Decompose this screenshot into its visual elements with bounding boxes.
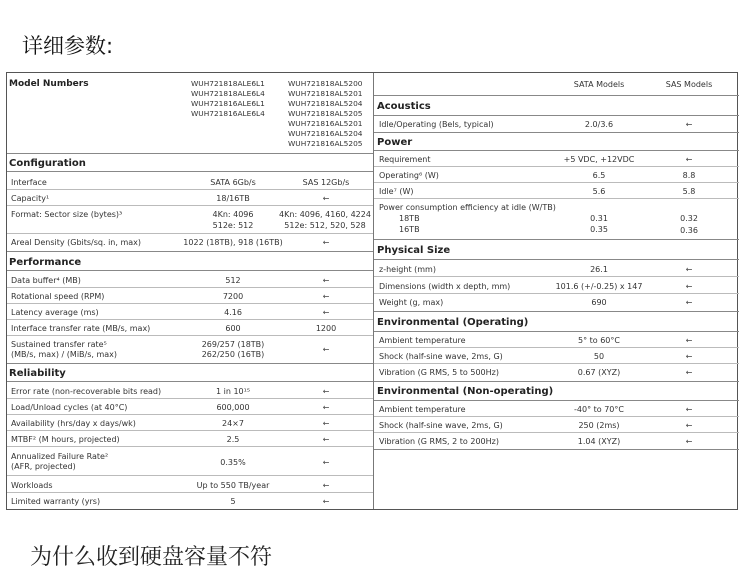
section-rule — [374, 331, 739, 332]
power-efficiency-16tb-sas: 0.36 — [680, 226, 698, 235]
section-rule — [374, 150, 739, 151]
interface-transfer-sas: 1200 — [315, 324, 337, 333]
format-sata-4kn: 4Kn: 4096 — [212, 210, 254, 219]
power-operating-sas: 8.8 — [682, 171, 696, 180]
power-requirement-label: Requirement — [379, 155, 431, 164]
power-requirement-sas: ← — [685, 155, 693, 164]
sustained-transfer-sas: ← — [322, 345, 330, 354]
latency-sas: ← — [322, 308, 330, 317]
afr-sata: 0.35% — [220, 458, 246, 467]
env-op-temp-label: Ambient temperature — [379, 336, 466, 345]
power-title: Power — [377, 137, 413, 148]
interface-transfer-label: Interface transfer rate (MB/s, max) — [11, 324, 151, 333]
dimensions-sata: 101.6 (+/-0.25) x 147 — [555, 282, 643, 291]
power-efficiency-18tb-label: 18TB — [399, 214, 420, 223]
sas-model: WUH721816AL5205 — [288, 139, 363, 148]
section-rule — [7, 270, 373, 271]
env-op-vibration-label: Vibration (G RMS, 5 to 500Hz) — [379, 368, 499, 377]
format-sas-512e: 512e: 512, 520, 528 — [284, 221, 366, 230]
env-nonop-temp-sata: -40° to 70°C — [574, 405, 624, 414]
warranty-sas: ← — [322, 497, 330, 506]
footer-question: 为什么收到硬盘容量不符 — [30, 545, 273, 570]
load-unload-label: Load/Unload cycles (at 40°C) — [11, 403, 128, 412]
row-rule — [7, 335, 373, 336]
acoustics-idle-sata: 2.0/3.6 — [584, 120, 614, 129]
section-rule — [374, 311, 739, 312]
section-rule — [374, 115, 739, 116]
afr-label: Annualized Failure Rate² — [11, 452, 109, 461]
sas-model-list — [288, 79, 362, 149]
interface-label: Interface — [11, 178, 47, 187]
weight-label: Weight (g, max) — [379, 298, 444, 307]
availability-label: Availability (hrs/day x days/wk) — [11, 419, 136, 428]
env-nonop-vibration-label: Vibration (G RMS, 2 to 200Hz) — [379, 437, 499, 446]
row-rule — [7, 492, 373, 493]
row-rule — [374, 416, 739, 417]
power-efficiency-16tb-sata: 0.35 — [590, 225, 608, 234]
row-rule — [7, 398, 373, 399]
row-rule — [7, 189, 373, 190]
weight-sata: 690 — [591, 298, 607, 307]
interface-sas: SAS 12Gb/s — [302, 178, 350, 187]
power-efficiency-16tb-label: 16TB — [399, 225, 420, 234]
section-rule — [7, 153, 373, 154]
workloads-sata: Up to 550 TB/year — [196, 481, 270, 490]
env-op-temp-sata: 5° to 60°C — [578, 336, 620, 345]
dimensions-sas: ← — [685, 282, 693, 291]
power-efficiency-18tb-sata: 0.31 — [590, 214, 608, 223]
column-header-sas: SAS Models — [665, 80, 713, 89]
model-numbers-label: Model Numbers — [9, 79, 89, 89]
env-nonop-shock-sas: ← — [685, 421, 693, 430]
sustained-transfer-units: (MB/s, max) / (MiB/s, max) — [11, 350, 118, 359]
spec-table — [6, 72, 738, 510]
column-header-sata: SATA Models — [573, 80, 625, 89]
availability-sata: 24×7 — [222, 419, 244, 428]
power-operating-sata: 6.5 — [592, 171, 606, 180]
page-heading: 详细参数: — [22, 34, 114, 58]
data-buffer-sas: ← — [322, 276, 330, 285]
env-op-temp-sas: ← — [685, 336, 693, 345]
warranty-label: Limited warranty (yrs) — [11, 497, 101, 506]
areal-density-sata: 1022 (18TB), 918 (16TB) — [183, 238, 283, 247]
format-sas-4kn: 4Kn: 4096, 4160, 4224 — [279, 210, 371, 219]
env-nonop-vibration-sata: 1.04 (XYZ) — [577, 437, 621, 446]
row-rule — [7, 287, 373, 288]
rotational-speed-label: Rotational speed (RPM) — [11, 292, 105, 301]
env-op-vibration-sata: 0.67 (XYZ) — [577, 368, 621, 377]
sata-model: WUH721818ALE6L4 — [191, 89, 265, 98]
row-rule — [374, 276, 739, 277]
rotational-speed-sas: ← — [322, 292, 330, 301]
power-idle-sas: 5.8 — [682, 187, 696, 196]
row-rule — [374, 293, 739, 294]
power-operating-label: Operating⁶ (W) — [379, 171, 439, 180]
row-rule — [374, 347, 739, 348]
sata-model: WUH721816ALE6L1 — [191, 99, 265, 108]
data-buffer-label: Data buffer⁴ (MB) — [11, 276, 81, 285]
load-unload-sata: 600,000 — [216, 403, 250, 412]
mtbf-label: MTBF² (M hours, projected) — [11, 435, 120, 444]
power-efficiency-18tb-sas: 0.32 — [680, 214, 698, 223]
row-rule — [7, 446, 373, 447]
acoustics-idle-sas: ← — [685, 120, 693, 129]
sustained-transfer-sata-18tb: 269/257 (18TB) — [201, 340, 265, 349]
row-rule — [7, 303, 373, 304]
power-efficiency-label: Power consumption efficiency at idle (W/TB) — [379, 203, 556, 212]
section-rule — [7, 363, 373, 364]
env-op-shock-label: Shock (half-sine wave, 2ms, G) — [379, 352, 503, 361]
row-rule — [374, 182, 739, 183]
power-requirement-sata: +5 VDC, +12VDC — [563, 155, 635, 164]
acoustics-idle-label: Idle/Operating (Bels, typical) — [379, 120, 494, 129]
performance-title: Performance — [9, 257, 82, 268]
sata-model: WUH721816ALE6L4 — [191, 109, 265, 118]
sas-model: WUH721816AL5204 — [288, 129, 363, 138]
env-nonop-shock-sata: 250 (2ms) — [578, 421, 620, 430]
workloads-sas: ← — [322, 481, 330, 490]
z-height-sas: ← — [685, 265, 693, 274]
reliability-title: Reliability — [9, 368, 66, 379]
configuration-title: Configuration — [9, 158, 86, 169]
sas-model: WUH721818AL5205 — [288, 109, 363, 118]
power-idle-sata: 5.6 — [592, 187, 606, 196]
error-rate-sas: ← — [322, 387, 330, 396]
row-rule — [7, 414, 373, 415]
format-label: Format: Sector size (bytes)³ — [11, 210, 123, 219]
row-rule — [374, 198, 739, 199]
env-nonop-temp-sas: ← — [685, 405, 693, 414]
areal-density-label: Areal Density (Gbits/sq. in, max) — [11, 238, 142, 247]
afr-label-sub: (AFR, projected) — [11, 462, 76, 471]
row-rule — [7, 430, 373, 431]
sustained-transfer-sata-16tb: 262/250 (16TB) — [201, 350, 265, 359]
section-rule — [374, 400, 739, 401]
capacity-label: Capacity¹ — [11, 194, 50, 203]
row-rule — [7, 475, 373, 476]
data-buffer-sata: 512 — [225, 276, 241, 285]
section-rule — [374, 259, 739, 260]
env-op-vibration-sas: ← — [685, 368, 693, 377]
section-rule — [374, 239, 739, 240]
section-rule — [374, 449, 739, 450]
latency-sata: 4.16 — [224, 308, 242, 317]
row-rule — [7, 319, 373, 320]
row-rule — [374, 432, 739, 433]
capacity-sas: ← — [322, 194, 330, 203]
load-unload-sas: ← — [322, 403, 330, 412]
workloads-label: Workloads — [11, 481, 53, 490]
physical-size-title: Physical Size — [377, 245, 451, 256]
latency-label: Latency average (ms) — [11, 308, 99, 317]
areal-density-sas: ← — [322, 238, 330, 247]
sata-model-list — [191, 79, 265, 119]
sata-model: WUH721818ALE6L1 — [191, 79, 265, 88]
row-rule — [374, 363, 739, 364]
env-operating-title: Environmental (Operating) — [377, 317, 529, 328]
sas-model: WUH721816AL5201 — [288, 119, 363, 128]
env-op-shock-sas: ← — [685, 352, 693, 361]
sas-model: WUH721818AL5204 — [288, 99, 363, 108]
section-rule — [374, 95, 739, 96]
env-nonoperating-title: Environmental (Non-operating) — [377, 386, 554, 397]
capacity-sata: 18/16TB — [216, 194, 250, 203]
env-nonop-vibration-sas: ← — [685, 437, 693, 446]
env-nonop-temp-label: Ambient temperature — [379, 405, 466, 414]
column-divider-lower — [373, 457, 374, 509]
warranty-sata: 5 — [230, 497, 236, 506]
dimensions-label: Dimensions (width x depth, mm) — [379, 282, 511, 291]
z-height-label: z-height (mm) — [379, 265, 436, 274]
power-idle-label: Idle⁷ (W) — [379, 187, 414, 196]
rotational-speed-sata: 7200 — [222, 292, 244, 301]
section-rule — [374, 132, 739, 133]
row-rule — [7, 233, 373, 234]
sas-model: WUH721818AL5200 — [288, 79, 363, 88]
section-rule — [7, 381, 373, 382]
format-sata-512e: 512e: 512 — [212, 221, 254, 230]
section-rule — [7, 171, 373, 172]
interface-sata: SATA 6Gb/s — [210, 178, 256, 187]
sustained-transfer-label: Sustained transfer rate⁵ — [11, 340, 107, 349]
acoustics-title: Acoustics — [377, 101, 431, 112]
weight-sas: ← — [685, 298, 693, 307]
row-rule — [7, 205, 373, 206]
availability-sas: ← — [322, 419, 330, 428]
env-nonop-shock-label: Shock (half-sine wave, 2ms, G) — [379, 421, 503, 430]
section-rule — [7, 251, 373, 252]
mtbf-sata: 2.5 — [226, 435, 240, 444]
mtbf-sas: ← — [322, 435, 330, 444]
section-rule — [374, 381, 739, 382]
error-rate-label: Error rate (non-recoverable bits read) — [11, 387, 162, 396]
sas-model: WUH721818AL5201 — [288, 89, 363, 98]
row-rule — [374, 166, 739, 167]
z-height-sata: 26.1 — [590, 265, 608, 274]
error-rate-sata: 1 in 10¹⁵ — [215, 387, 251, 396]
afr-sas: ← — [322, 458, 330, 467]
env-op-shock-sata: 50 — [593, 352, 605, 361]
interface-transfer-sata: 600 — [225, 324, 241, 333]
